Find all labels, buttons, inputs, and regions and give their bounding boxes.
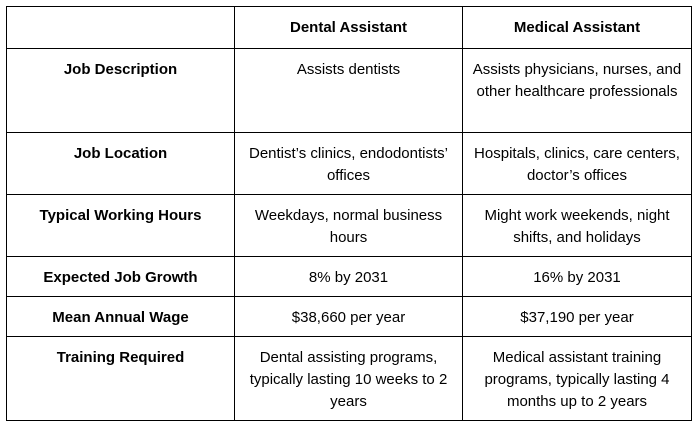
- header-cell-empty: [7, 7, 235, 49]
- table-row-training-required: [7, 337, 692, 421]
- row-label: Typical Working Hours: [7, 195, 235, 257]
- medical-cell: Medical assistant training programs, typically lasting 4 months up to 2 years: [463, 337, 692, 421]
- dental-cell: $38,660 per year: [235, 297, 463, 337]
- row-label: Training Required: [7, 337, 235, 421]
- table-row-job-description: [7, 49, 692, 133]
- table-row-job-location: [7, 133, 692, 195]
- medical-cell: $37,190 per year: [463, 297, 692, 337]
- table-row-mean-annual-wage: [7, 297, 692, 337]
- comparison-table: [6, 6, 692, 421]
- dental-cell: Dental assisting programs, typically lasting 10 weeks to 2 years: [235, 337, 463, 421]
- dental-cell: Assists dentists: [235, 49, 463, 133]
- row-label: Job Description: [7, 49, 235, 133]
- comparison-table-container: [6, 6, 692, 421]
- medical-cell: Might work weekends, night shifts, and holidays: [463, 195, 692, 257]
- row-label: Mean Annual Wage: [7, 297, 235, 337]
- header-cell-medical-assistant: Medical Assistant: [463, 7, 692, 49]
- medical-cell: Hospitals, clinics, care centers, doctor’s offices: [463, 133, 692, 195]
- row-label: Expected Job Growth: [7, 257, 235, 297]
- dental-cell: 8% by 2031: [235, 257, 463, 297]
- row-label: Job Location: [7, 133, 235, 195]
- medical-cell: 16% by 2031: [463, 257, 692, 297]
- header-cell-dental-assistant: Dental Assistant: [235, 7, 463, 49]
- dental-cell: Weekdays, normal business hours: [235, 195, 463, 257]
- dental-cell: Dentist’s clinics, endodontists’ offices: [235, 133, 463, 195]
- table-row-typical-working-hours: [7, 195, 692, 257]
- table-header-row: [7, 7, 692, 49]
- medical-cell: Assists physicians, nurses, and other healthcare professionals: [463, 49, 692, 133]
- table-row-expected-job-growth: [7, 257, 692, 297]
